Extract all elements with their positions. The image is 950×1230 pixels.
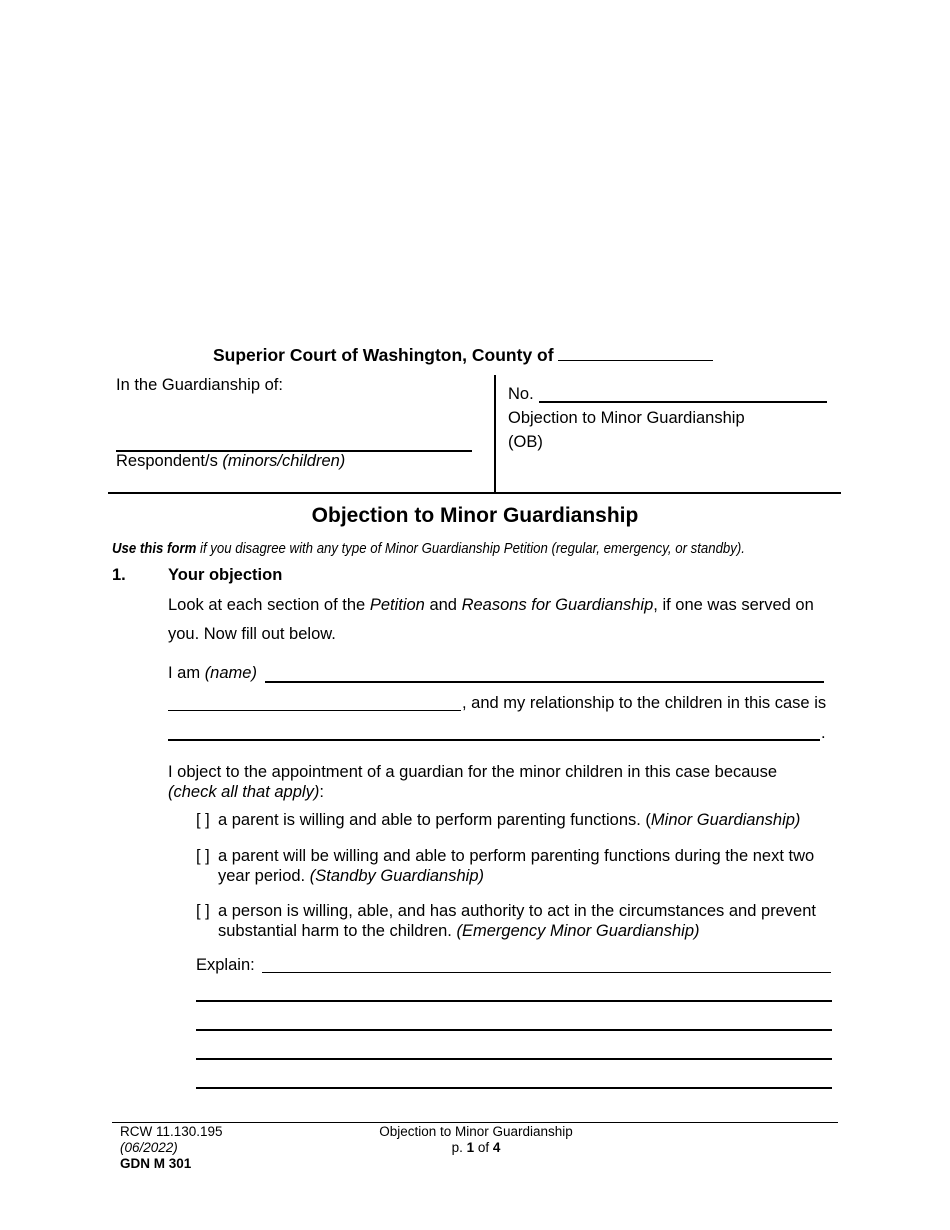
option-note: (Emergency Minor Guardianship) <box>456 922 700 940</box>
intro-lead: Use this form <box>112 540 197 557</box>
object-paragraph <box>168 762 828 802</box>
name-note: (name) <box>204 664 257 682</box>
footer-form-id: GDN M 301 <box>120 1156 192 1171</box>
footer-rule <box>112 1122 838 1123</box>
explain-line-1[interactable] <box>262 972 831 973</box>
explain-label: Explain: <box>196 956 255 974</box>
court-heading <box>213 345 713 366</box>
footer-date: (06/2022) <box>120 1140 178 1155</box>
case-number-field[interactable] <box>539 401 827 403</box>
footer-rcw: RCW 11.130.195 <box>120 1124 223 1139</box>
page-of: of <box>477 1140 490 1155</box>
instructions-paragraph <box>168 591 844 649</box>
court-prefix: Superior Court of Washington, County of <box>213 345 554 365</box>
p1-petition: Petition <box>369 596 425 614</box>
explain-line-4[interactable] <box>196 1058 832 1060</box>
relationship-text: , and my relationship to the children in this case is <box>462 694 827 712</box>
respondent-label <box>116 452 345 471</box>
i-am-text: I am <box>168 664 201 682</box>
option-emergency-guardianship <box>196 901 846 941</box>
footer-title: Objection to Minor Guardianship <box>379 1124 573 1139</box>
form-code: (OB) <box>508 433 543 451</box>
respondent-text: Respondent/s <box>116 452 218 470</box>
i-am-label <box>168 664 257 683</box>
check-colon: : <box>319 783 324 801</box>
p1-and: and <box>429 596 457 614</box>
page-current: 1 <box>466 1140 475 1155</box>
intro-text <box>112 540 745 557</box>
page-title: Objection to Minor Guardianship <box>311 504 639 527</box>
option-text: a parent will be willing and able to perform parenting functions during the next two year period. <box>218 847 815 885</box>
caption-bottom-rule <box>108 492 841 494</box>
checkbox-minor-guardianship[interactable]: [ ] <box>196 811 210 829</box>
section-heading: Your objection <box>168 566 283 584</box>
p1-a: Look at each section of the <box>168 596 366 614</box>
check-note: (check all that apply) <box>168 783 320 801</box>
option-note: Minor Guardianship) <box>650 811 801 829</box>
option-text: a person is willing, able, and has authority to act in the circumstances and prevent substantial harm to the children. <box>218 902 816 940</box>
caption-divider <box>494 375 496 493</box>
page-prefix: p. <box>451 1140 463 1155</box>
checkbox-standby-guardianship[interactable]: [ ] <box>196 847 210 865</box>
relationship-period: . <box>821 724 826 742</box>
name-continuation-field[interactable] <box>168 710 461 711</box>
case-no-label: No. <box>508 385 534 403</box>
guardianship-of-label: In the Guardianship of: <box>116 376 283 394</box>
checkbox-emergency-guardianship[interactable]: [ ] <box>196 902 210 920</box>
intro-rest: if you disagree with any type of Minor Guardianship Petition (regular, emergency, or standby). <box>200 540 745 557</box>
respondent-note: (minors/children) <box>222 452 346 470</box>
option-minor-guardianship <box>196 810 846 830</box>
name-field[interactable] <box>265 681 824 683</box>
form-name: Objection to Minor Guardianship <box>508 409 745 427</box>
explain-line-3[interactable] <box>196 1029 832 1031</box>
footer-page <box>376 1140 576 1155</box>
object-text: I object to the appointment of a guardian for the minor children in this case because <box>168 763 778 781</box>
page-total: 4 <box>492 1140 501 1155</box>
p1-reasons: Reasons for Guardianship <box>461 596 654 614</box>
explain-line-5[interactable] <box>196 1087 832 1089</box>
relationship-field[interactable] <box>168 739 820 741</box>
section-number: 1. <box>112 566 126 584</box>
option-standby-guardianship <box>196 846 846 886</box>
explain-line-2[interactable] <box>196 1000 832 1002</box>
option-text: a parent is willing and able to perform parenting functions. ( <box>218 811 651 829</box>
county-field[interactable] <box>558 360 713 361</box>
p1-b: , if one was served on you. Now fill out below. <box>168 596 814 643</box>
option-note: (Standby Guardianship) <box>309 867 484 885</box>
